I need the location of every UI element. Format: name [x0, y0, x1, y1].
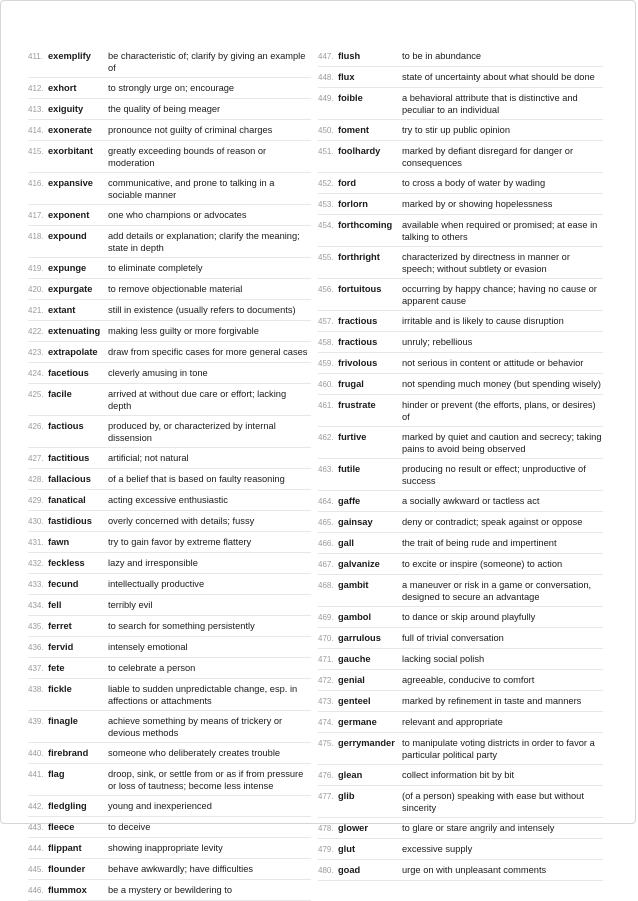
entry-number: 474 . — [318, 716, 335, 729]
vocab-entry — [318, 374, 603, 395]
entry-definition: to eliminate completely — [108, 263, 203, 273]
entry-number: 431 . — [28, 536, 45, 549]
entry-word: fleece — [48, 822, 75, 832]
entry-number: 459 . — [318, 357, 335, 370]
entry-number: 463 . — [318, 463, 335, 487]
vocab-entry — [28, 258, 311, 279]
vocab-entry — [28, 141, 311, 173]
entry-definition: occurring by happy chance; having no cause or apparent cause — [402, 284, 597, 306]
entry-definition: still in existence (usually refers to documents) — [108, 305, 296, 315]
vocab-entry — [28, 838, 311, 859]
entry-definition: hinder or prevent (the efforts, plans, or desires) of — [402, 400, 596, 422]
entry-number: 446 . — [28, 884, 45, 897]
entry-definition: collect information bit by bit — [402, 770, 515, 780]
entry-word: fickle — [48, 684, 72, 694]
vocab-entry — [318, 649, 603, 670]
entry-number: 423 . — [28, 346, 45, 359]
entry-word: exiguity — [48, 104, 84, 114]
entry-word: flag — [48, 769, 65, 779]
entry-definition: to manipulate voting districts in order to favor a particular political party — [402, 738, 595, 760]
entry-definition: be characteristic of; clarify by giving an example of — [108, 51, 306, 73]
entry-definition: deny or contradict; speak against or oppose — [402, 517, 583, 527]
entry-number: 448 . — [318, 71, 335, 84]
entry-number: 421 . — [28, 304, 45, 317]
entry-word: feckless — [48, 558, 85, 568]
vocab-entry — [318, 575, 603, 607]
entry-definition: one who champions or advocates — [108, 210, 247, 220]
entry-number: 470 . — [318, 632, 335, 645]
vocab-entry — [318, 459, 603, 491]
vocab-entry — [318, 120, 603, 141]
entry-definition: urge on with unpleasant comments — [402, 865, 547, 875]
entry-number: 473 . — [318, 695, 335, 708]
vocab-entry — [28, 743, 311, 764]
entry-number: 466 . — [318, 537, 335, 550]
entry-definition: produced by, or characterized by internal dissension — [108, 421, 276, 443]
entry-definition: marked by refinement in taste and manners — [402, 696, 582, 706]
entry-word: glower — [338, 823, 368, 833]
entry-definition: lazy and irresponsible — [108, 558, 198, 568]
entry-number: 411 . — [28, 50, 45, 74]
entry-definition: add details or explanation; clarify the meaning; state in depth — [108, 231, 300, 253]
entry-word: ferret — [48, 621, 72, 631]
entry-word: fervid — [48, 642, 74, 652]
vocab-entry — [318, 173, 603, 194]
entry-definition: making less guilty or more forgivable — [108, 326, 259, 336]
vocab-entry — [28, 279, 311, 300]
entry-word: extenuating — [48, 326, 101, 336]
entry-definition: cleverly amusing in tone — [108, 368, 208, 378]
vocab-entry — [28, 553, 311, 574]
vocab-entry — [28, 859, 311, 880]
entry-definition: producing no result or effect; unproductive of success — [402, 464, 586, 486]
entry-word: flux — [338, 72, 355, 82]
vocab-entry — [28, 817, 311, 838]
vocab-entry — [28, 416, 311, 448]
vocab-entry — [28, 711, 311, 743]
vocab-entry — [318, 67, 603, 88]
entry-number: 425 . — [28, 388, 45, 412]
entry-word: glean — [338, 770, 363, 780]
entry-word: finagle — [48, 716, 78, 726]
entry-number: 414 . — [28, 124, 45, 137]
entry-number: 428 . — [28, 473, 45, 486]
entry-definition: intensely emotional — [108, 642, 188, 652]
entry-word: exponent — [48, 210, 90, 220]
vocab-entry — [28, 321, 311, 342]
entry-definition: marked by or showing hopelessness — [402, 199, 553, 209]
entry-definition: irritable and is likely to cause disruption — [402, 316, 564, 326]
vocab-entry — [318, 628, 603, 649]
entry-number: 427 . — [28, 452, 45, 465]
entry-number: 451 . — [318, 145, 335, 169]
entry-word: fallacious — [48, 474, 91, 484]
entry-definition: of a belief that is based on faulty reasoning — [108, 474, 285, 484]
entry-word: galvanize — [338, 559, 380, 569]
entry-word: gall — [338, 538, 355, 548]
entry-word: factious — [48, 421, 84, 431]
vocab-entry — [28, 448, 311, 469]
vocab-entry — [28, 173, 311, 205]
entry-definition: liable to sudden unpredictable change, esp. in affections or attachments — [108, 684, 298, 706]
vocab-entry — [318, 765, 603, 786]
entry-number: 460 . — [318, 378, 335, 391]
vocab-entry — [318, 839, 603, 860]
vocab-entry — [28, 532, 311, 553]
entry-definition: to strongly urge on; encourage — [108, 83, 235, 93]
entry-definition: intellectually productive — [108, 579, 205, 589]
entry-definition: the quality of being meager — [108, 104, 221, 114]
entry-definition: to celebrate a person — [108, 663, 196, 673]
vocab-entry — [318, 554, 603, 575]
entry-number: 465 . — [318, 516, 335, 529]
entry-definition: state of uncertainty about what should be done — [402, 72, 595, 82]
entry-number: 464 . — [318, 495, 335, 508]
vocab-entry — [318, 691, 603, 712]
entry-definition: communicative, and prone to talking in a sociable manner — [108, 178, 275, 200]
entry-word: exorbitant — [48, 146, 93, 156]
entry-number: 477 . — [318, 790, 335, 814]
vocab-entry — [318, 491, 603, 512]
entry-word: foible — [338, 93, 363, 103]
entry-word: facile — [48, 389, 72, 399]
vocab-entry — [318, 860, 603, 881]
entry-number: 439 . — [28, 715, 45, 739]
entry-word: exonerate — [48, 125, 92, 135]
entry-definition: the trait of being rude and impertinent — [402, 538, 557, 548]
vocab-entry — [318, 512, 603, 533]
entry-number: 442 . — [28, 800, 45, 813]
entry-word: expurgate — [48, 284, 93, 294]
vocab-entry — [28, 595, 311, 616]
entry-number: 457 . — [318, 315, 335, 328]
entry-word: exhort — [48, 83, 77, 93]
entry-definition: acting excessive enthusiastic — [108, 495, 228, 505]
entry-number: 453 . — [318, 198, 335, 211]
entry-word: expansive — [48, 178, 93, 188]
entry-number: 462 . — [318, 431, 335, 455]
vocab-entry — [28, 384, 311, 416]
entry-definition: (of a person) speaking with ease but without sincerity — [402, 791, 584, 813]
entry-word: goad — [338, 865, 361, 875]
vocab-entry — [28, 300, 311, 321]
entry-definition: to remove objectionable material — [108, 284, 243, 294]
vocab-entry — [318, 46, 603, 67]
entry-word: foment — [338, 125, 369, 135]
entry-number: 440 . — [28, 747, 45, 760]
entry-number: 472 . — [318, 674, 335, 687]
entry-number: 449 . — [318, 92, 335, 116]
entry-number: 469 . — [318, 611, 335, 624]
entry-word: gambol — [338, 612, 372, 622]
entry-number: 412 . — [28, 82, 45, 95]
vocab-entry — [28, 796, 311, 817]
entry-word: forthcoming — [338, 220, 393, 230]
entry-word: fastidious — [48, 516, 92, 526]
entry-word: fawn — [48, 537, 70, 547]
entry-word: forthright — [338, 252, 380, 262]
entry-word: expunge — [48, 263, 87, 273]
entry-definition: not spending much money (but spending wisely) — [402, 379, 601, 389]
entry-word: gainsay — [338, 517, 373, 527]
entry-word: frugal — [338, 379, 364, 389]
entry-definition: pronounce not guilty of criminal charges — [108, 125, 273, 135]
entry-number: 468 . — [318, 579, 335, 603]
vocab-entry — [28, 99, 311, 120]
vocab-entry — [28, 616, 311, 637]
entry-definition: be a mystery or bewildering to — [108, 885, 233, 895]
entry-definition: to deceive — [108, 822, 151, 832]
entry-number: 458 . — [318, 336, 335, 349]
entry-number: 419 . — [28, 262, 45, 275]
entry-definition: greatly exceeding bounds of reason or moderation — [108, 146, 267, 168]
entry-word: genteel — [338, 696, 371, 706]
vocab-entry — [28, 511, 311, 532]
entry-word: frustrate — [338, 400, 376, 410]
entry-number: 455 . — [318, 251, 335, 275]
entry-number: 437 . — [28, 662, 45, 675]
vocab-entry — [28, 880, 311, 901]
entry-definition: young and inexperienced — [108, 801, 212, 811]
entry-word: fortuitous — [338, 284, 382, 294]
entry-word: fell — [48, 600, 62, 610]
vocab-entry — [28, 764, 311, 796]
vocab-entry — [318, 247, 603, 279]
vocab-entry — [28, 120, 311, 141]
entry-number: 454 . — [318, 219, 335, 243]
entry-number: 415 . — [28, 145, 45, 169]
entry-word: genial — [338, 675, 365, 685]
entry-number: 456 . — [318, 283, 335, 307]
entry-definition: characterized by directness in manner or speech; without subtlety or evasion — [402, 252, 570, 274]
entry-definition: not serious in content or attitude or behavior — [402, 358, 584, 368]
entry-word: glib — [338, 791, 355, 801]
entry-number: 480 . — [318, 864, 335, 877]
entry-number: 443 . — [28, 821, 45, 834]
entry-word: gaffe — [338, 496, 361, 506]
entry-number: 452 . — [318, 177, 335, 190]
entry-definition: achieve something by means of trickery or devious methods — [108, 716, 283, 738]
vocab-entry — [318, 88, 603, 120]
entry-word: extant — [48, 305, 76, 315]
entry-definition: arrived at without due care or effort; lacking depth — [108, 389, 287, 411]
entry-word: facetious — [48, 368, 89, 378]
right-column — [318, 46, 603, 881]
vocab-entry — [28, 205, 311, 226]
left-column — [28, 46, 311, 901]
entry-number: 424 . — [28, 367, 45, 380]
vocab-entry — [28, 658, 311, 679]
entry-definition: full of trivial conversation — [402, 633, 504, 643]
vocab-entry — [28, 363, 311, 384]
entry-definition: overly concerned with details; fussy — [108, 516, 255, 526]
vocab-entry — [28, 226, 311, 258]
entry-definition: to dance or skip around playfully — [402, 612, 536, 622]
entry-definition: a behavioral attribute that is distinctive and peculiar to an individual — [402, 93, 578, 115]
entry-definition: to search for something persistently — [108, 621, 255, 631]
entry-word: frivolous — [338, 358, 378, 368]
entry-definition: a maneuver or risk in a game or conversation, designed to secure an advantage — [402, 580, 592, 602]
vocab-entry — [318, 332, 603, 353]
entry-definition: behave awkwardly; have difficulties — [108, 864, 254, 874]
entry-number: 435 . — [28, 620, 45, 633]
entry-word: exemplify — [48, 51, 91, 61]
entry-number: 441 . — [28, 768, 45, 792]
entry-word: germane — [338, 717, 377, 727]
entry-definition: relevant and appropriate — [402, 717, 503, 727]
vocab-entry — [318, 607, 603, 628]
entry-word: furtive — [338, 432, 367, 442]
entry-word: flush — [338, 51, 361, 61]
entry-number: 420 . — [28, 283, 45, 296]
entry-number: 476 . — [318, 769, 335, 782]
vocab-entry — [28, 637, 311, 658]
entry-word: flummox — [48, 885, 87, 895]
entry-word: fractious — [338, 316, 378, 326]
entry-word: extrapolate — [48, 347, 98, 357]
entry-word: fledgling — [48, 801, 87, 811]
entry-definition: to be in abundance — [402, 51, 482, 61]
entry-definition: agreeable, conducive to comfort — [402, 675, 535, 685]
entry-number: 479 . — [318, 843, 335, 856]
entry-number: 447 . — [318, 50, 335, 63]
entry-number: 478 . — [318, 822, 335, 835]
entry-number: 430 . — [28, 515, 45, 528]
entry-definition: a socially awkward or tactless act — [402, 496, 540, 506]
vocab-entry — [318, 533, 603, 554]
entry-number: 444 . — [28, 842, 45, 855]
entry-definition: try to stir up public opinion — [402, 125, 511, 135]
vocab-entry — [318, 733, 603, 765]
vocab-entry — [318, 712, 603, 733]
entry-number: 413 . — [28, 103, 45, 116]
entry-word: futile — [338, 464, 361, 474]
vocab-entry — [318, 215, 603, 247]
entry-definition: artificial; not natural — [108, 453, 189, 463]
entry-number: 418 . — [28, 230, 45, 254]
entry-definition: someone who deliberately creates trouble — [108, 748, 281, 758]
entry-definition: to glare or stare angrily and intensely — [402, 823, 555, 833]
entry-word: firebrand — [48, 748, 89, 758]
entry-number: 422 . — [28, 325, 45, 338]
entry-definition: try to gain favor by extreme flattery — [108, 537, 252, 547]
entry-number: 416 . — [28, 177, 45, 201]
vocab-entry — [318, 786, 603, 818]
vocab-entry — [318, 311, 603, 332]
vocab-entry — [28, 490, 311, 511]
vocab-entry — [318, 670, 603, 691]
vocab-entry — [318, 194, 603, 215]
vocab-entry — [318, 395, 603, 427]
entry-number: 471 . — [318, 653, 335, 666]
entry-number: 429 . — [28, 494, 45, 507]
entry-definition: lacking social polish — [402, 654, 485, 664]
entry-word: factitious — [48, 453, 90, 463]
entry-number: 475 . — [318, 737, 335, 761]
entry-word: gauche — [338, 654, 371, 664]
entry-definition: terribly evil — [108, 600, 153, 610]
entry-number: 432 . — [28, 557, 45, 570]
entry-word: flippant — [48, 843, 82, 853]
entry-word: forlorn — [338, 199, 368, 209]
entry-number: 450 . — [318, 124, 335, 137]
entry-word: glut — [338, 844, 356, 854]
entry-number: 433 . — [28, 578, 45, 591]
entry-definition: draw from specific cases for more general cases — [108, 347, 308, 357]
entry-word: expound — [48, 231, 87, 241]
entry-word: fecund — [48, 579, 79, 589]
entry-definition: to excite or inspire (someone) to action — [402, 559, 563, 569]
entry-word: fractious — [338, 337, 378, 347]
entry-word: fete — [48, 663, 65, 673]
entry-word: gambit — [338, 580, 369, 590]
vocab-entry — [318, 427, 603, 459]
entry-definition: showing inappropriate levity — [108, 843, 223, 853]
entry-word: foolhardy — [338, 146, 381, 156]
entry-number: 434 . — [28, 599, 45, 612]
vocab-entry — [28, 342, 311, 363]
entry-number: 417 . — [28, 209, 45, 222]
entry-definition: to cross a body of water by wading — [402, 178, 546, 188]
entry-word: gerrymander — [338, 738, 395, 748]
entry-definition: droop, sink, or settle from or as if from pressure or loss of tautness; become less intense — [108, 769, 304, 791]
vocab-entry — [28, 679, 311, 711]
vocab-entry — [28, 46, 311, 78]
entry-number: 436 . — [28, 641, 45, 654]
entry-word: fanatical — [48, 495, 86, 505]
entry-word: garrulous — [338, 633, 381, 643]
vocab-entry — [28, 469, 311, 490]
entry-number: 467 . — [318, 558, 335, 571]
vocab-entry — [28, 78, 311, 99]
vocab-entry — [318, 141, 603, 173]
vocab-entry — [318, 818, 603, 839]
entry-number: 461 . — [318, 399, 335, 423]
entry-definition: excessive supply — [402, 844, 473, 854]
entry-word: ford — [338, 178, 357, 188]
vocab-entry — [318, 279, 603, 311]
entry-definition: marked by defiant disregard for danger or consequences — [402, 146, 574, 168]
entry-definition: unruly; rebellious — [402, 337, 473, 347]
entry-number: 445 . — [28, 863, 45, 876]
entry-number: 438 . — [28, 683, 45, 707]
vocab-entry — [28, 574, 311, 595]
entry-number: 426 . — [28, 420, 45, 444]
entry-definition: marked by quiet and caution and secrecy; taking pains to avoid being observed — [402, 432, 602, 454]
vocab-entry — [318, 353, 603, 374]
entry-word: flounder — [48, 864, 86, 874]
entry-definition: available when required or promised; at ease in talking to others — [402, 220, 598, 242]
